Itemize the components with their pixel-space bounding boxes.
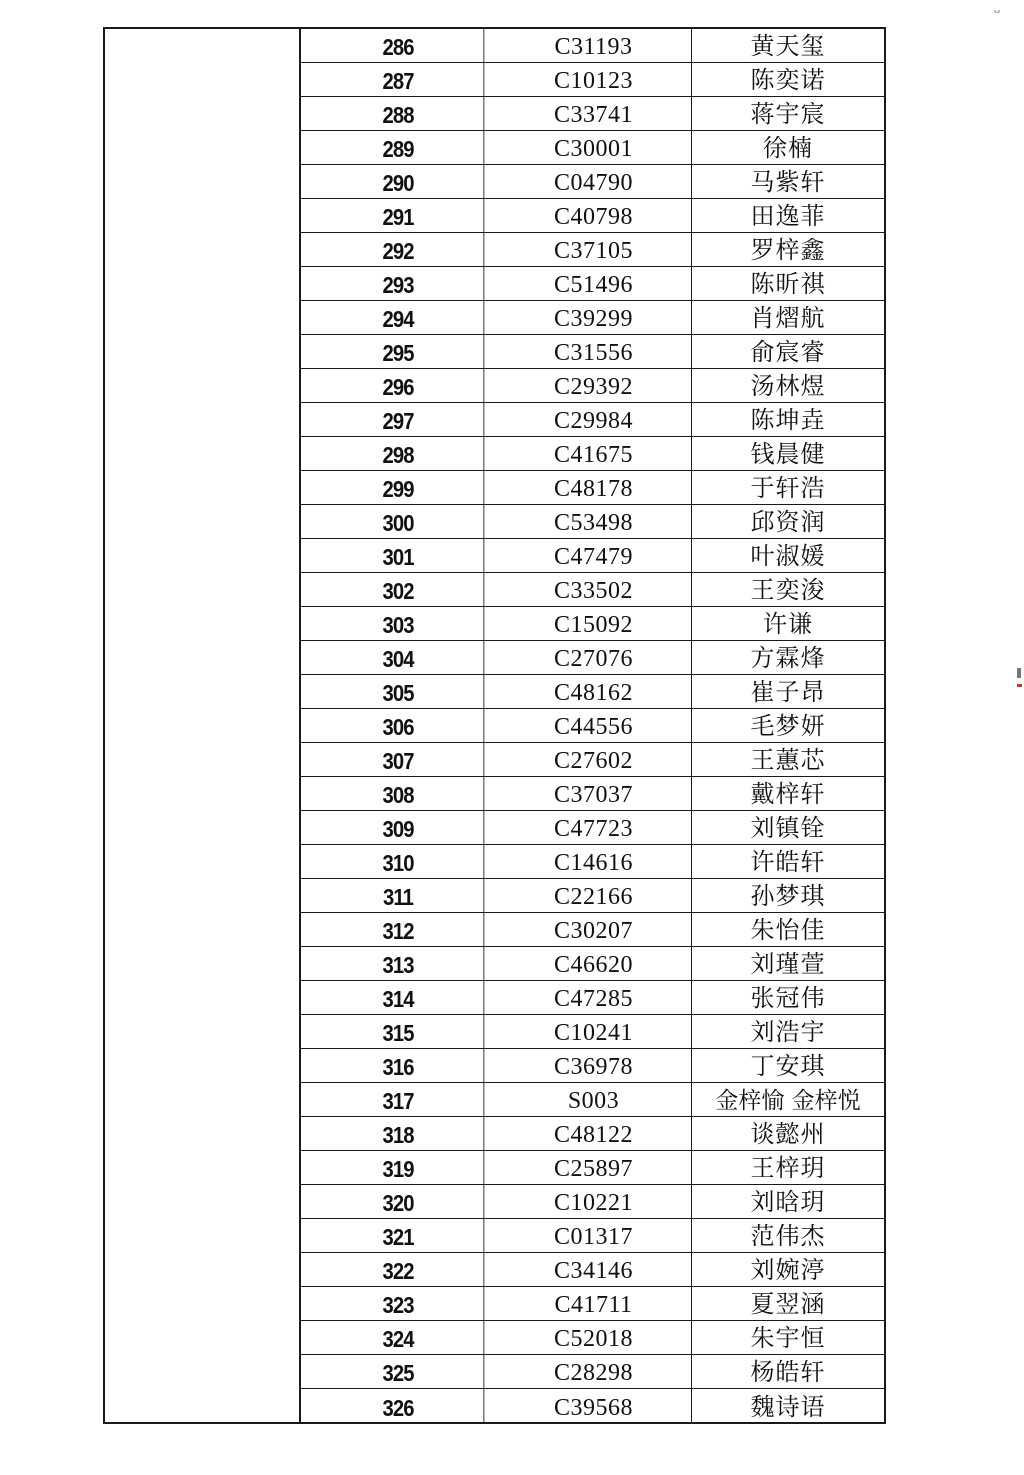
registration-code: C30207 [496,913,692,946]
table-row [301,233,884,267]
student-name: 王梓玥 [750,1154,826,1182]
roster-table [103,27,886,1424]
student-name: 魏诗语 [750,1393,826,1421]
registration-code: C37105 [496,233,692,266]
row-number: 305 [313,675,485,708]
row-number: 317 [313,1083,485,1116]
row-number: 313 [313,947,485,980]
student-name: 朱怡佳 [750,916,826,944]
table-row [301,573,884,607]
registration-code: C53498 [496,505,692,538]
registration-code: C52018 [496,1321,692,1354]
table-row [301,879,884,913]
table-row [301,63,884,97]
registration-code: C44556 [496,709,692,742]
table-row [301,1389,884,1423]
table-row [301,845,884,879]
row-number: 289 [313,131,485,164]
registration-code: C47285 [496,981,692,1014]
student-name: 许谦 [763,610,813,638]
table-row [301,165,884,199]
student-name: 田逸菲 [750,202,826,230]
table-row [301,743,884,777]
row-number: 312 [313,913,485,946]
registration-code: C27602 [496,743,692,776]
merged-group-cell [105,29,301,1422]
table-row [301,1083,884,1117]
student-name: 刘浩宇 [750,1018,826,1046]
student-name: 朱宇恒 [750,1324,826,1352]
registration-code: C31556 [496,335,692,368]
table-row [301,267,884,301]
table-row [301,1253,884,1287]
registration-code: C47723 [496,811,692,844]
student-name: 方霖烽 [750,644,826,672]
row-number: 304 [313,641,485,674]
table-row [301,1219,884,1253]
registration-code: C48178 [496,471,692,504]
student-name: 陈奕诺 [750,66,826,94]
table-row [301,641,884,675]
row-number: 316 [313,1049,485,1082]
student-name: 王蕙芯 [750,746,826,774]
table-row [301,437,884,471]
scan-edge-mark [1017,668,1022,708]
table-row [301,607,884,641]
registration-code: C22166 [496,879,692,912]
registration-code: C04790 [496,165,692,198]
registration-code: C01317 [496,1219,692,1252]
row-number: 321 [313,1219,485,1252]
row-number: 318 [313,1117,485,1150]
student-name: 邱资润 [750,508,826,536]
table-row [301,981,884,1015]
registration-code: S003 [496,1083,692,1116]
row-number: 295 [313,335,485,368]
table-row [301,301,884,335]
registration-code: C37037 [496,777,692,810]
table-row [301,709,884,743]
row-number: 315 [313,1015,485,1048]
row-number: 311 [313,879,485,912]
student-name: 许皓轩 [750,848,826,876]
row-number: 325 [313,1355,485,1388]
registration-code: C39568 [496,1389,692,1423]
registration-code: C27076 [496,641,692,674]
table-row [301,29,884,63]
table-row [301,1117,884,1151]
student-name: 孙梦琪 [750,882,826,910]
table-row [301,947,884,981]
table-row [301,1049,884,1083]
student-name: 张冠伟 [750,984,826,1012]
table-row [301,777,884,811]
registration-code: C47479 [496,539,692,572]
row-number: 290 [313,165,485,198]
registration-code: C31193 [496,29,692,62]
row-number: 302 [313,573,485,606]
row-number: 306 [313,709,485,742]
row-number: 301 [313,539,485,572]
row-number: 292 [313,233,485,266]
registration-code: C36978 [496,1049,692,1082]
student-name: 钱晨健 [750,440,826,468]
row-number: 319 [313,1151,485,1184]
row-number: 307 [313,743,485,776]
registration-code: C28298 [496,1355,692,1388]
table-row [301,369,884,403]
row-number: 300 [313,505,485,538]
student-name: 汤林煜 [750,372,826,400]
registration-code: C41711 [496,1287,692,1320]
student-name: 蒋宇宸 [750,100,826,128]
student-name: 徐楠 [763,134,813,162]
student-name: 刘婉渟 [750,1256,826,1284]
table-row [301,1321,884,1355]
row-number: 310 [313,845,485,878]
registration-code: C15092 [496,607,692,640]
student-name: 肖熠航 [750,304,826,332]
student-name: 杨皓轩 [750,1358,826,1386]
student-name: 黄天玺 [750,32,826,60]
row-number: 291 [313,199,485,232]
table-row [301,913,884,947]
table-row [301,199,884,233]
row-number: 309 [313,811,485,844]
row-number: 296 [313,369,485,402]
student-name: 刘瑾萱 [750,950,826,978]
student-name: 刘晗玥 [750,1188,826,1216]
student-name: 马紫轩 [750,168,826,196]
student-name: 戴梓轩 [750,780,826,808]
row-number: 323 [313,1287,485,1320]
row-number: 287 [313,63,485,96]
registration-code: C48162 [496,675,692,708]
registration-code: C29984 [496,403,692,436]
row-number: 324 [313,1321,485,1354]
registration-code: C51496 [496,267,692,300]
row-number: 297 [313,403,485,436]
table-row [301,131,884,165]
registration-code: C29392 [496,369,692,402]
row-number: 286 [313,29,485,62]
row-number: 294 [313,301,485,334]
student-name: 丁安琪 [750,1052,826,1080]
registration-code: C46620 [496,947,692,980]
student-name: 陈昕祺 [750,270,826,298]
student-name: 王奕浚 [750,576,826,604]
table-row [301,1287,884,1321]
registration-code: C33502 [496,573,692,606]
row-number: 322 [313,1253,485,1286]
row-number: 303 [313,607,485,640]
registration-code: C30001 [496,131,692,164]
student-name: 谈懿州 [750,1120,826,1148]
student-name: 金梓愉 金梓悦 [715,1088,861,1114]
row-number: 326 [313,1389,485,1423]
row-number: 293 [313,267,485,300]
table-row [301,471,884,505]
row-number: 298 [313,437,485,470]
table-row [301,539,884,573]
table-row [301,1185,884,1219]
registration-code: C10241 [496,1015,692,1048]
scan-corner-mark: ᴗ [994,2,1000,16]
table-body [301,29,884,1423]
registration-code: C14616 [496,845,692,878]
table-row [301,1151,884,1185]
student-name: 叶淑媛 [750,542,826,570]
student-name: 毛梦妍 [750,712,826,740]
table-row [301,675,884,709]
table-row [301,1015,884,1049]
row-number: 299 [313,471,485,504]
student-name: 刘镇铨 [750,814,826,842]
student-name: 于轩浩 [750,474,826,502]
registration-code: C40798 [496,199,692,232]
row-number: 288 [313,97,485,130]
table-row [301,97,884,131]
student-name: 陈坤垚 [750,406,826,434]
registration-code: C25897 [496,1151,692,1184]
student-name: 夏翌涵 [750,1290,826,1318]
registration-code: C33741 [496,97,692,130]
registration-code: C34146 [496,1253,692,1286]
row-number: 308 [313,777,485,810]
registration-code: C41675 [496,437,692,470]
registration-code: C10221 [496,1185,692,1218]
table-row [301,335,884,369]
registration-code: C48122 [496,1117,692,1150]
table-row [301,811,884,845]
registration-code: C10123 [496,63,692,96]
registration-code: C39299 [496,301,692,334]
student-name: 罗梓鑫 [750,236,826,264]
table-row [301,505,884,539]
student-name: 崔子昂 [750,678,826,706]
table-row [301,403,884,437]
student-name: 范伟杰 [750,1222,826,1250]
row-number: 314 [313,981,485,1014]
table-row [301,1355,884,1389]
student-name: 俞宸睿 [750,338,826,366]
row-number: 320 [313,1185,485,1218]
